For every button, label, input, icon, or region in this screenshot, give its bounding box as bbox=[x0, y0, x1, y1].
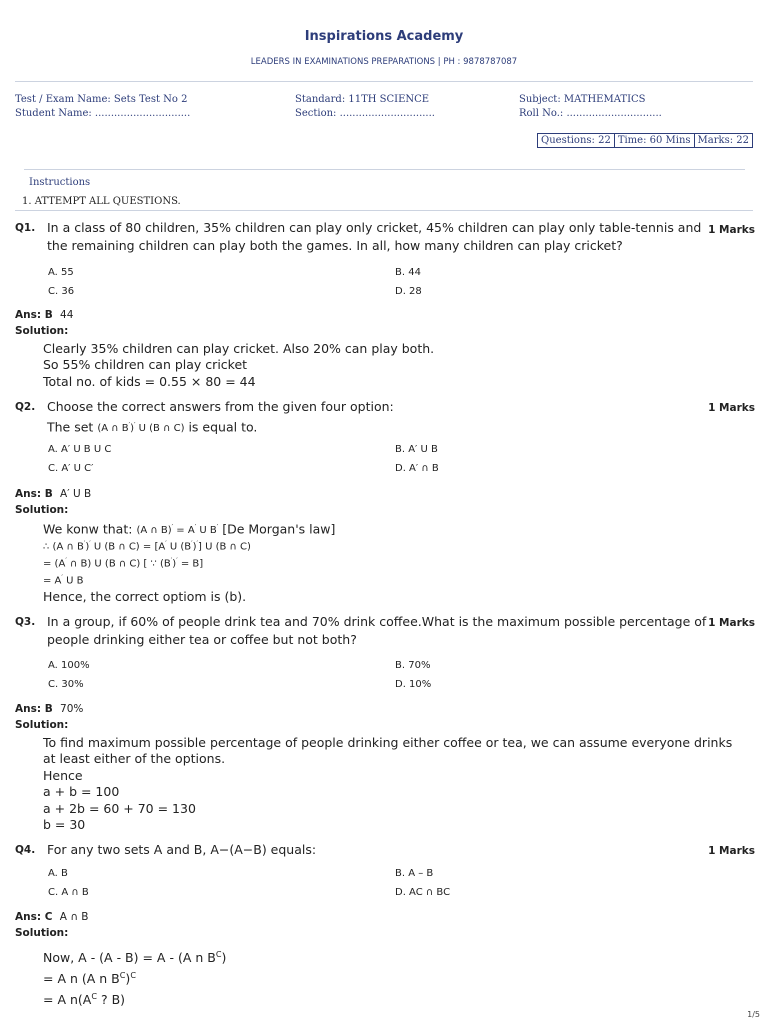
solution-line: Hence bbox=[43, 768, 83, 783]
page-number: 1/5 bbox=[747, 1010, 760, 1019]
roll-no: Roll No.: .............................. bbox=[519, 108, 662, 119]
question-text: Choose the correct answers from the given four option: bbox=[47, 399, 394, 414]
solution-line: at least either of the options. bbox=[43, 751, 226, 766]
solution-math-line: = A $n(A^C$ ? B) bbox=[43, 991, 126, 1008]
option-d: D. A′ ∩ B bbox=[395, 463, 439, 474]
subject: Subject: MATHEMATICS bbox=[519, 94, 646, 105]
answer-letter: B bbox=[44, 309, 53, 321]
option-d: D. 28 bbox=[395, 286, 422, 297]
answer-value: 44 bbox=[60, 309, 74, 321]
option-c: C. A ∩ B bbox=[48, 887, 89, 898]
solution-math-line: ∴ (A ∩ B′)′ U (B ∩ C) = [A′ U (B′)′] U (B ∩ C) bbox=[43, 539, 251, 553]
option-c: C. A′ U C′ bbox=[48, 463, 94, 474]
answer-letter: B bbox=[44, 703, 53, 715]
answer-value: A′ U B bbox=[60, 488, 92, 500]
question-number: Q4. bbox=[15, 844, 36, 856]
option-d: D. AC ∩ BC bbox=[395, 887, 451, 898]
answer-label: Ans: bbox=[15, 703, 42, 715]
answer-label: Ans: bbox=[15, 488, 42, 500]
question-text: For any two sets A and B, A−(A−B) equals: bbox=[47, 842, 317, 857]
time-limit: Time: 60 Mins bbox=[614, 134, 694, 147]
test-name: Test / Exam Name: Sets Test No 2 bbox=[15, 94, 188, 105]
answer bbox=[15, 309, 73, 321]
solution-line: b = 30 bbox=[43, 817, 86, 832]
section: Section: .............................. bbox=[295, 108, 435, 119]
instructions-divider-top bbox=[24, 169, 745, 170]
solution-math-line: = A n (A n $B^C)^C$ bbox=[43, 970, 136, 987]
exam-summary-table bbox=[537, 133, 753, 148]
solution-label: Solution: bbox=[15, 325, 69, 337]
solution-line: a + 2b = 60 + 70 = 130 bbox=[43, 801, 196, 816]
de-morgan-expression: (A ∩ B)′ = A′ U B′ bbox=[136, 523, 219, 537]
solution-label: Solution: bbox=[15, 719, 69, 731]
question-number: Q3. bbox=[15, 616, 36, 628]
answer-label: Ans: bbox=[15, 911, 42, 923]
academy-title: Inspirations Academy bbox=[304, 29, 464, 44]
solution-line bbox=[43, 519, 335, 540]
instructions-divider-bottom bbox=[15, 210, 753, 211]
solution-label: Solution: bbox=[15, 927, 69, 939]
answer bbox=[15, 911, 89, 923]
option-d: D. 10% bbox=[395, 679, 432, 690]
answer-value: 70% bbox=[60, 703, 84, 715]
question-marks: 1 Marks bbox=[708, 845, 755, 857]
question-marks: 1 Marks bbox=[708, 402, 755, 414]
solution-label: Solution: bbox=[15, 504, 69, 516]
solution-law: [De Morgan's law] bbox=[222, 521, 336, 537]
question-text: In a group, if 60% of people drink tea and 70% drink coffee.What is the maximum possible percentage of people drinking either tea or coffee but not both? bbox=[47, 614, 707, 647]
instruction-item: 1. ATTEMPT ALL QUESTIONS. bbox=[22, 196, 181, 207]
solution-line: Total no. of kids = 0.55 × 80 = 44 bbox=[43, 374, 256, 389]
option-a: A. A′ U B U C bbox=[48, 444, 112, 455]
solution-math-line: = (A′ ∩ B) U (B ∩ C) [ ∵ (B′)′ = B] bbox=[43, 556, 204, 570]
option-b: B. 44 bbox=[395, 267, 421, 278]
total-marks: Marks: 22 bbox=[694, 134, 752, 147]
solution-line: Hence, the correct optiom is (b). bbox=[43, 589, 247, 604]
option-b: B. 70% bbox=[395, 660, 431, 671]
solution-line: a + b = 100 bbox=[43, 784, 120, 799]
academy-tagline: LEADERS IN EXAMINATIONS PREPARATIONS | PH : 9878787087 bbox=[250, 57, 518, 67]
solution-line: So 55% children can play cricket bbox=[43, 357, 248, 372]
solution-math-line: Now, A - (A - B) = A - (A n $B^C$) bbox=[43, 949, 227, 966]
question-number: Q2. bbox=[15, 401, 36, 413]
answer bbox=[15, 703, 83, 715]
solution-intro: We konw that: bbox=[43, 521, 133, 537]
option-c: C. 36 bbox=[48, 286, 75, 297]
answer-value: A ∩ B bbox=[59, 911, 89, 923]
question-text-prefix: The set bbox=[47, 419, 94, 435]
option-a: A. B bbox=[48, 868, 68, 879]
question-marks: 1 Marks bbox=[708, 617, 755, 629]
answer-label: Ans: bbox=[15, 309, 42, 321]
option-a: A. 100% bbox=[48, 660, 90, 671]
set-expression: (A ∩ B′)′ U (B ∩ C) bbox=[97, 421, 185, 435]
solution-line: To find maximum possible percentage of people drinking either coffee or tea, we can assume everyone drinks bbox=[43, 735, 733, 750]
solution-line: Clearly 35% children can play cricket. Also 20% can play both. bbox=[43, 341, 435, 356]
option-b: B. A – B bbox=[395, 868, 434, 879]
answer bbox=[15, 488, 91, 500]
option-c: C. 30% bbox=[48, 679, 84, 690]
header-divider bbox=[15, 81, 753, 82]
question-text-suffix: is equal to. bbox=[188, 419, 258, 435]
solution-math-line: = A′ U B bbox=[43, 573, 84, 587]
option-b: B. A′ U B bbox=[395, 444, 438, 455]
answer-letter: B bbox=[44, 488, 53, 500]
question-text: In a class of 80 children, 35% children can play only cricket, 45% children can play only table-tennis and the remaining children can play both the games. In all, how many children can play cricket? bbox=[47, 220, 702, 253]
answer-letter: C bbox=[44, 911, 53, 923]
question-marks: 1 Marks bbox=[708, 224, 755, 236]
questions-count: Questions: 22 bbox=[541, 135, 611, 146]
question-number: Q1. bbox=[15, 222, 36, 234]
instructions-heading: Instructions bbox=[29, 177, 91, 188]
standard: Standard: 11TH SCIENCE bbox=[295, 94, 430, 105]
option-a: A. 55 bbox=[48, 267, 74, 278]
question-text-line2 bbox=[47, 416, 257, 438]
student-name: Student Name: .............................. bbox=[15, 108, 191, 119]
